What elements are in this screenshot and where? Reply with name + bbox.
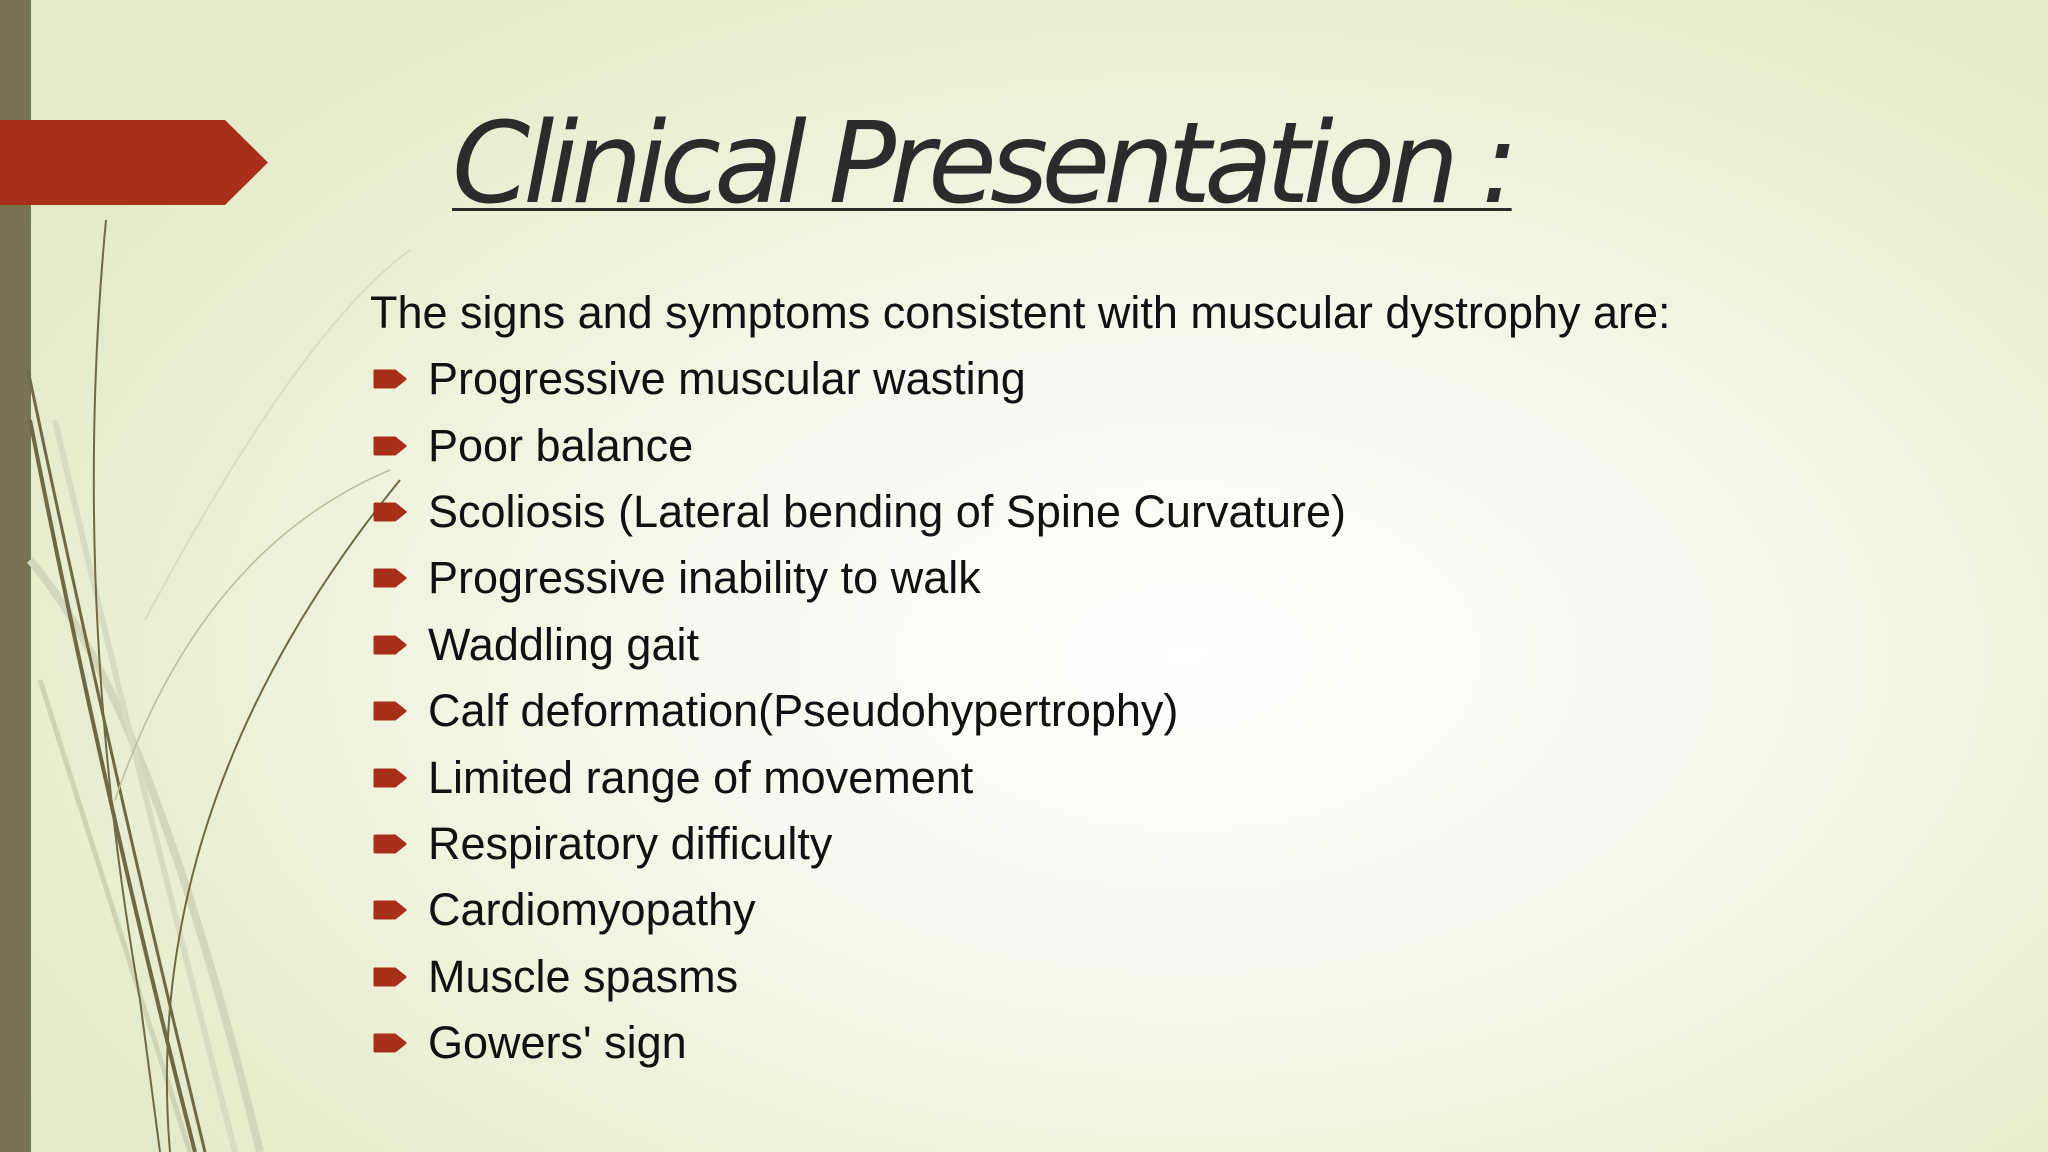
list-item — [370, 944, 1990, 1010]
arrow-bullet-icon — [373, 966, 407, 988]
arrow-bullet-icon — [373, 899, 407, 921]
list-item — [370, 1010, 1990, 1076]
list-item-text: Waddling gait — [428, 618, 699, 670]
list-item-text: Progressive muscular wasting — [428, 353, 1026, 405]
list-item-text: Limited range of movement — [428, 751, 974, 803]
list-item-text: Muscle spasms — [428, 950, 739, 1002]
list-item-text: Gowers' sign — [428, 1017, 687, 1069]
title-accent-tab — [0, 120, 268, 205]
list-item-text: Scoliosis (Lateral bending of Spine Curvature) — [428, 485, 1346, 537]
list-item-text: Poor balance — [428, 419, 694, 471]
arrow-bullet-icon — [373, 767, 407, 789]
arrow-bullet-icon — [373, 833, 407, 855]
intro-text: The signs and symptoms consistent with muscular dystrophy are: — [370, 287, 1671, 338]
arrow-bullet-icon — [373, 567, 407, 589]
list-item — [370, 877, 1990, 943]
slide-title: Clinical Presentation : — [452, 99, 1512, 229]
symptom-list — [370, 346, 1990, 1076]
list-item — [370, 744, 1990, 810]
arrow-bullet-icon — [373, 1032, 407, 1054]
arrow-bullet-icon — [373, 501, 407, 523]
list-item — [370, 346, 1990, 412]
list-item — [370, 412, 1990, 478]
list-item-text: Calf deformation(Pseudohypertrophy) — [428, 685, 1179, 737]
list-item — [370, 811, 1990, 877]
list-item — [370, 545, 1990, 611]
arrow-bullet-icon — [373, 700, 407, 722]
arrow-bullet-icon — [373, 634, 407, 656]
slide-content — [370, 280, 1990, 1076]
list-item-text: Progressive inability to walk — [428, 552, 981, 604]
list-item — [370, 678, 1990, 744]
list-item-text: Cardiomyopathy — [428, 884, 756, 936]
list-item — [370, 612, 1990, 678]
list-item-text: Respiratory difficulty — [428, 817, 833, 869]
arrow-bullet-icon — [373, 435, 407, 457]
arrow-bullet-icon — [373, 368, 407, 390]
list-item — [370, 479, 1990, 545]
